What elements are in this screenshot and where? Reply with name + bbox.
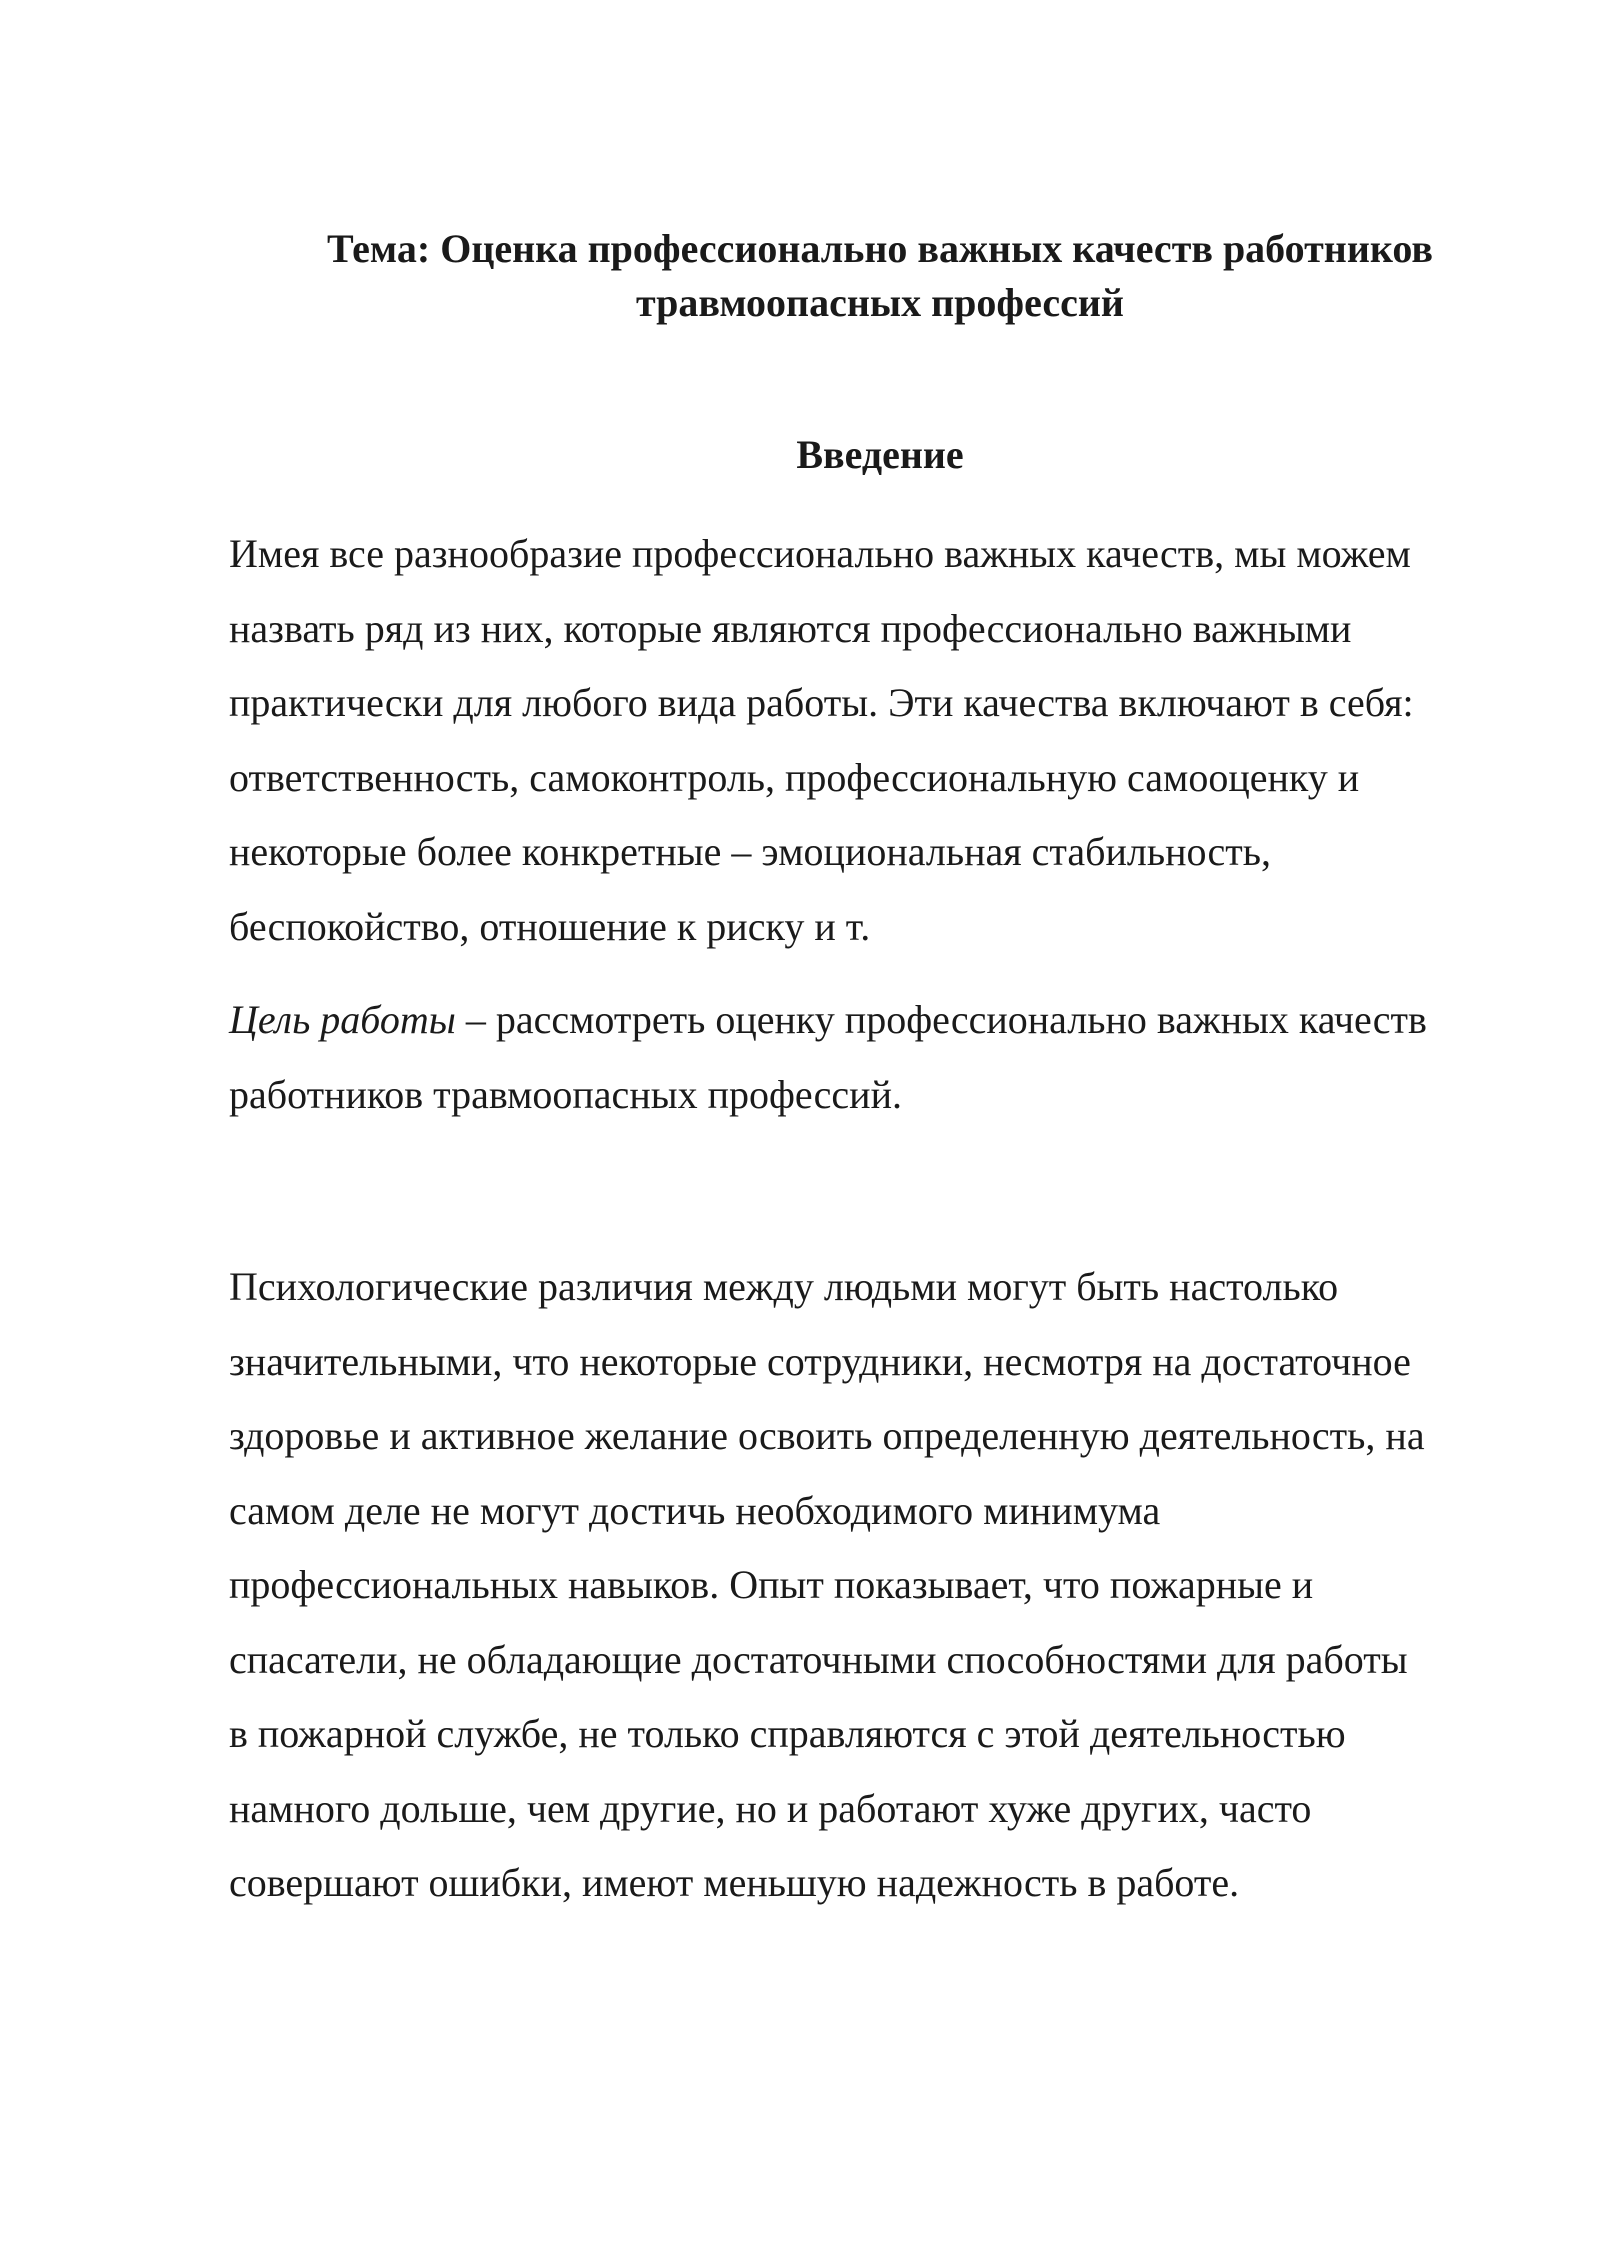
- paragraph-line: спасатели, не обладающие достаточными способностями для работы: [229, 1636, 1408, 1682]
- title-line: травмоопасных профессий: [636, 280, 1124, 325]
- paragraph-line: здоровье и активное желание освоить определенную деятельность, на: [229, 1413, 1425, 1458]
- goal-text: – рассмотреть оценку профессионально важных качеств: [455, 997, 1427, 1042]
- paragraph-line: в пожарной службе, не только справляются с этой деятельностью: [229, 1711, 1346, 1756]
- goal-label: Цель работы: [229, 997, 456, 1042]
- paragraph-line: беспокойство, отношение к риску и т.: [229, 903, 871, 949]
- document-title: [230, 222, 1530, 330]
- paragraph-line: совершают ошибки, имеют меньшую надежность в работе.: [229, 1860, 1240, 1905]
- paragraph-line: профессиональных навыков. Опыт показывает, что пожарные и: [229, 1562, 1314, 1607]
- title-line: Тема: Оценка профессионально важных качеств работников: [327, 226, 1433, 271]
- paragraph-line: намного дольше, чем другие, но и работают хуже других, часто: [229, 1785, 1312, 1831]
- paragraph-line: значительными, что некоторые сотрудники, несмотря на достаточное: [229, 1338, 1411, 1384]
- paragraph-line: [229, 983, 1549, 1058]
- paragraph-line: самом деле не могут достичь необходимого минимума: [229, 1487, 1161, 1533]
- body-paragraph: [229, 1250, 1549, 1921]
- paragraph-line: назвать ряд из них, которые являются профессионально важными: [229, 605, 1352, 651]
- goal-paragraph: [229, 983, 1549, 1132]
- paragraph-line: Имея все разнообразие профессионально важных качеств, мы можем: [229, 531, 1411, 576]
- paragraph-line: некоторые более конкретные – эмоциональная стабильность,: [229, 829, 1271, 874]
- intro-paragraph: [229, 517, 1549, 964]
- paragraph-line: работников травмоопасных профессий.: [229, 1071, 902, 1117]
- paragraph-line: практически для любого вида работы. Эти качества включают в себя:: [229, 680, 1414, 725]
- section-heading: Введение: [796, 432, 964, 477]
- paragraph-line: Психологические различия между людьми могут быть настолько: [229, 1264, 1339, 1309]
- paragraph-line: ответственность, самоконтроль, профессиональную самооценку и: [229, 754, 1360, 800]
